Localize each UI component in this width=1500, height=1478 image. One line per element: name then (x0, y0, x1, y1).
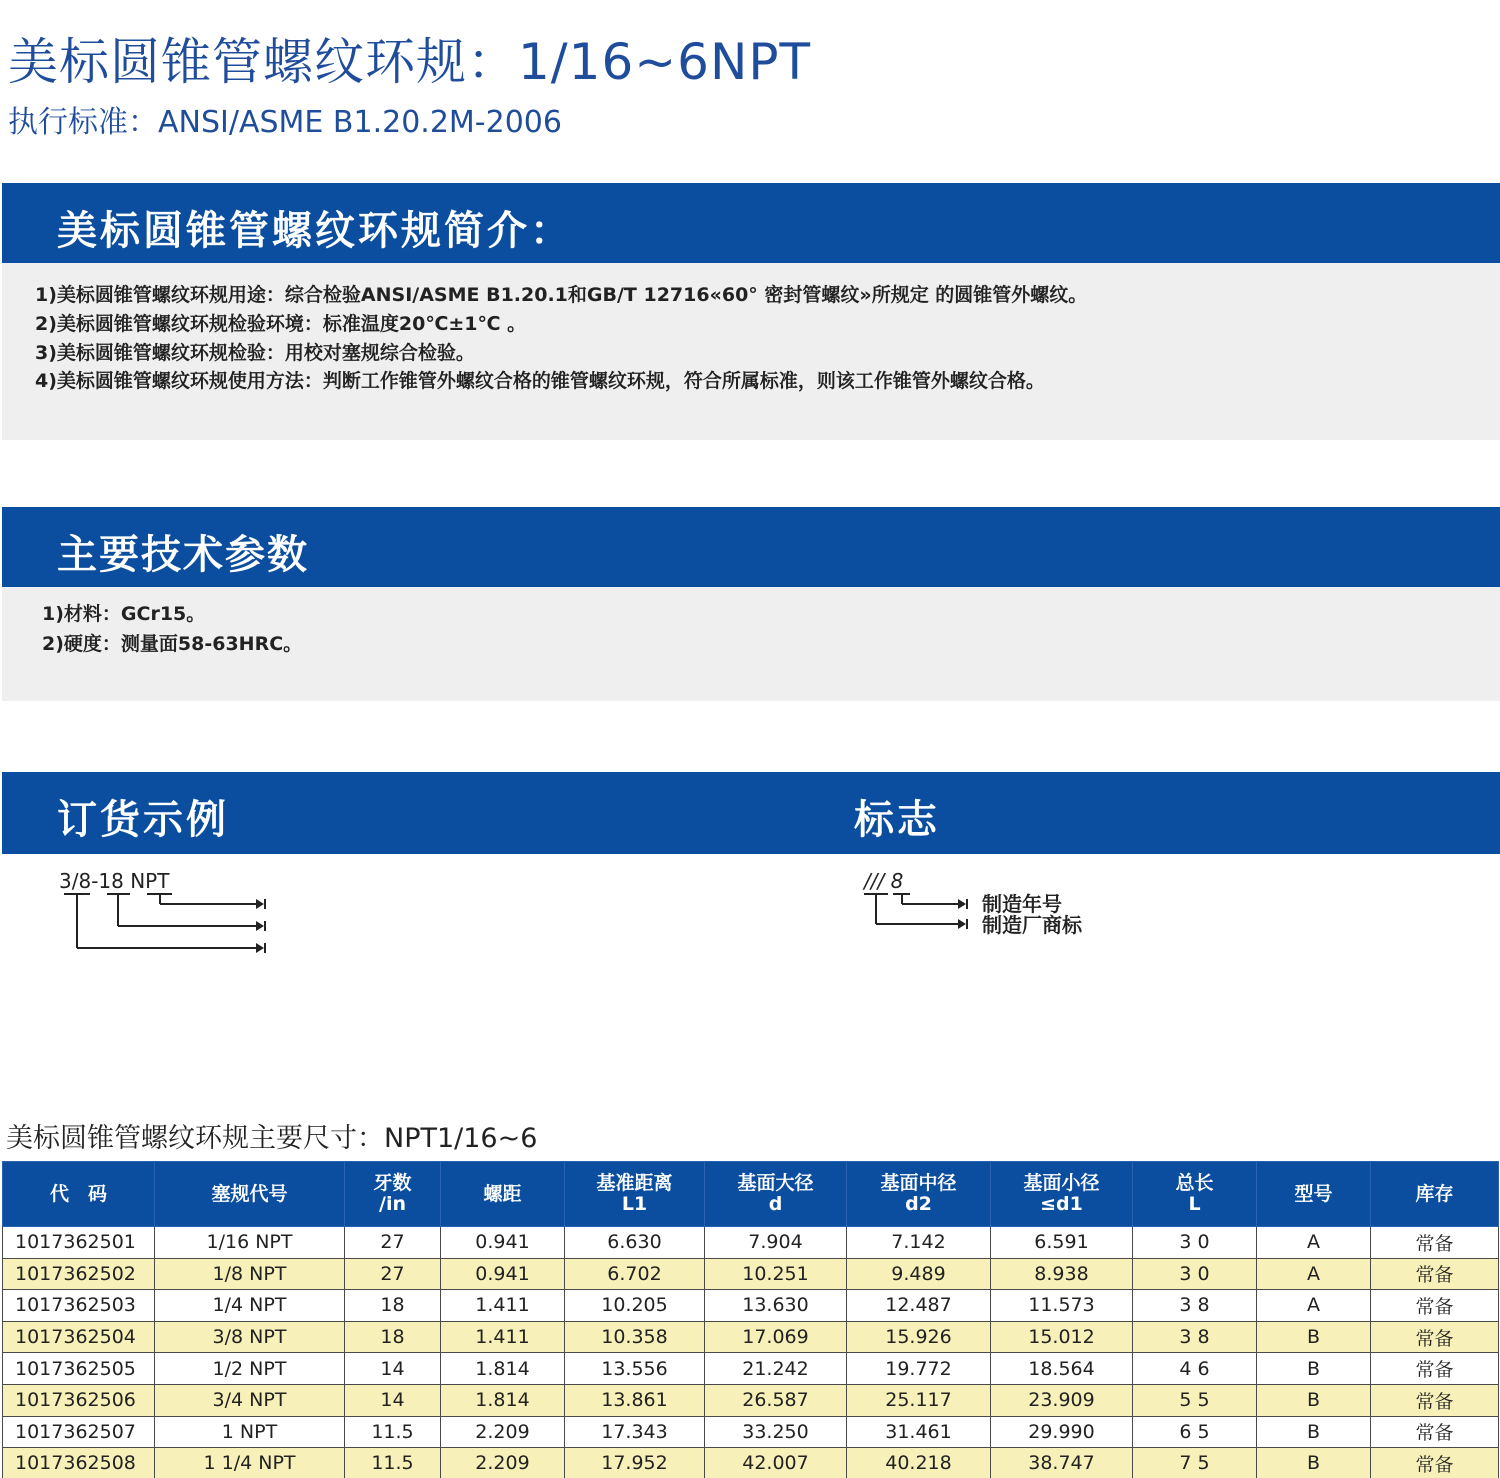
table-cell: 14 (345, 1353, 441, 1385)
column-header-text: L1 (621, 1193, 648, 1215)
table-cell: 1/2 NPT (155, 1353, 345, 1385)
column-header-text: 总长 (1175, 1172, 1214, 1194)
table-cell: 1.814 (441, 1384, 565, 1416)
table-cell: 7.142 (847, 1227, 991, 1259)
table-cell: 0.941 (441, 1258, 565, 1290)
column-header (345, 1162, 441, 1227)
intro-heading: 美标圆锥管螺纹环规简介： (57, 208, 573, 254)
table-cell: 1.411 (441, 1321, 565, 1353)
order-example-text: 3/8-18 NPT (59, 869, 170, 893)
intro-section-header (2, 183, 1500, 263)
table-cell: 18.564 (991, 1353, 1133, 1385)
params-heading: 主要技术参数 (57, 532, 309, 578)
table-cell: 27 (345, 1258, 441, 1290)
intro-line: 3)美标圆锥管螺纹环规检验：用校对塞规综合检验。 (35, 342, 475, 364)
table-cell: 1017362504 (3, 1321, 155, 1353)
table-row (3, 1448, 1499, 1478)
table-cell: 12.487 (847, 1290, 991, 1322)
column-header (1257, 1162, 1371, 1227)
table-cell: 常备 (1371, 1258, 1499, 1290)
table-cell: 1017362506 (3, 1384, 155, 1416)
table-cell: 2.209 (441, 1416, 565, 1448)
table-cell: 15.926 (847, 1321, 991, 1353)
table-cell: 11.5 (345, 1448, 441, 1478)
table-cell: 常备 (1371, 1290, 1499, 1322)
table-cell: 18 (345, 1321, 441, 1353)
column-header-text: 库存 (1415, 1182, 1454, 1205)
table-cell: 1/4 NPT (155, 1290, 345, 1322)
table-cell: 1017362505 (3, 1353, 155, 1385)
table-cell: 31.461 (847, 1416, 991, 1448)
table-cell: 6.591 (991, 1227, 1133, 1259)
column-header-text: 基准距离 (596, 1172, 673, 1194)
table-header-row (3, 1162, 1499, 1227)
table-cell: 4 6 (1133, 1353, 1257, 1385)
table-cell: B (1257, 1321, 1371, 1353)
marking-diagram (858, 866, 1118, 946)
table-cell: 1/16 NPT (155, 1227, 345, 1259)
params-panel (2, 587, 1500, 701)
column-header-text: 螺距 (483, 1182, 522, 1205)
table-cell: 10.205 (565, 1290, 705, 1322)
column-header-text: d (768, 1193, 783, 1215)
column-header-text: 代 码 (49, 1182, 107, 1205)
table-cell: 常备 (1371, 1416, 1499, 1448)
table-row (3, 1321, 1499, 1353)
table-cell: 26.587 (705, 1384, 847, 1416)
column-header-text: 牙数 (373, 1172, 412, 1194)
table-row (3, 1384, 1499, 1416)
table-cell: 27 (345, 1227, 441, 1259)
table-cell: 3 0 (1133, 1227, 1257, 1259)
table-cell: 21.242 (705, 1353, 847, 1385)
dimensions-table (2, 1161, 1499, 1478)
table-cell: 5 5 (1133, 1384, 1257, 1416)
column-header (565, 1162, 705, 1227)
table-cell: 11.5 (345, 1416, 441, 1448)
table-cell: 11.573 (991, 1290, 1133, 1322)
column-header (3, 1162, 155, 1227)
table-row (3, 1353, 1499, 1385)
column-header (847, 1162, 991, 1227)
table-cell: 1017362503 (3, 1290, 155, 1322)
table-cell: B (1257, 1416, 1371, 1448)
table-cell: B (1257, 1353, 1371, 1385)
table-cell: 1 1/4 NPT (155, 1448, 345, 1478)
table-cell: 2.209 (441, 1448, 565, 1478)
intro-line: 4)美标圆锥管螺纹环规使用方法：判断工作锥管外螺纹合格的锥管螺纹环规，符合所属标准，则该工作锥管外螺纹合格。 (35, 370, 1045, 392)
table-body (3, 1227, 1499, 1478)
column-header-text: 基面大径 (737, 1172, 814, 1194)
table-cell: 14 (345, 1384, 441, 1416)
table-cell: 19.772 (847, 1353, 991, 1385)
table-cell: 9.489 (847, 1258, 991, 1290)
table-cell: 常备 (1371, 1384, 1499, 1416)
table-cell: 10.358 (565, 1321, 705, 1353)
table-cell: A (1257, 1290, 1371, 1322)
table-cell: 1017362508 (3, 1448, 155, 1478)
table-cell: 1/8 NPT (155, 1258, 345, 1290)
table-cell: 40.218 (847, 1448, 991, 1478)
table-row (3, 1290, 1499, 1322)
table-cell: 3 0 (1133, 1258, 1257, 1290)
column-header-text: d2 (905, 1193, 932, 1215)
table-row (3, 1227, 1499, 1259)
table-cell: 25.117 (847, 1384, 991, 1416)
marking-example-text: /// 8 (864, 869, 904, 893)
table-cell: 3/4 NPT (155, 1384, 345, 1416)
marking-label-year: 制造年号 (982, 892, 1062, 916)
table-cell: 13.556 (565, 1353, 705, 1385)
table-cell: A (1257, 1258, 1371, 1290)
table-cell: 33.250 (705, 1416, 847, 1448)
table-cell: 常备 (1371, 1353, 1499, 1385)
table-cell: 常备 (1371, 1227, 1499, 1259)
table-cell: 42.007 (705, 1448, 847, 1478)
column-header-text: 塞规代号 (211, 1182, 288, 1205)
table-cell: 1.411 (441, 1290, 565, 1322)
column-header (1371, 1162, 1499, 1227)
order-marking-section-header (2, 772, 1500, 854)
column-header-text: 型号 (1294, 1182, 1333, 1205)
marking-heading: 标志 (854, 797, 940, 843)
table-cell: 6.702 (565, 1258, 705, 1290)
table-cell: 3 8 (1133, 1290, 1257, 1322)
intro-panel (2, 263, 1500, 440)
column-header (991, 1162, 1133, 1227)
table-cell: B (1257, 1448, 1371, 1478)
table-cell: 7.904 (705, 1227, 847, 1259)
marking-label-maker: 制造厂商标 (982, 913, 1082, 937)
table-cell: 1017362507 (3, 1416, 155, 1448)
standard-subtitle: 执行标准：ANSI/ASME B1.20.2M-2006 (8, 105, 562, 140)
param-line: 2)硬度：测量面58-63HRC。 (42, 633, 303, 655)
column-header-text: /in (379, 1193, 406, 1215)
table-cell: 1017362502 (3, 1258, 155, 1290)
table-cell: 10.251 (705, 1258, 847, 1290)
table-cell: 常备 (1371, 1448, 1499, 1478)
table-caption: 美标圆锥管螺纹环规主要尺寸：NPT1/16~6 (6, 1123, 538, 1154)
table-cell: 18 (345, 1290, 441, 1322)
table-cell: 3 8 (1133, 1321, 1257, 1353)
intro-line: 2)美标圆锥管螺纹环规检验环境：标准温度20℃±1℃ 。 (35, 313, 527, 335)
column-header (441, 1162, 565, 1227)
table-cell: 17.952 (565, 1448, 705, 1478)
table-cell: 17.069 (705, 1321, 847, 1353)
order-example-diagram (50, 866, 290, 966)
table-cell: 13.861 (565, 1384, 705, 1416)
page-title: 美标圆锥管螺纹环规：1/16~6NPT (8, 33, 812, 91)
intro-line: 1)美标圆锥管螺纹环规用途：综合检验ANSI/ASME B1.20.1和GB/T 12716«60° 密封管螺纹»所规定 的圆锥管外螺纹。 (35, 284, 1088, 306)
column-header-text: L (1188, 1193, 1201, 1215)
table-cell: 1 NPT (155, 1416, 345, 1448)
table-cell: 17.343 (565, 1416, 705, 1448)
table-cell: B (1257, 1384, 1371, 1416)
column-header (705, 1162, 847, 1227)
table-cell: 23.909 (991, 1384, 1133, 1416)
column-header (155, 1162, 345, 1227)
table-cell: 15.012 (991, 1321, 1133, 1353)
column-header-text: 基面中径 (880, 1172, 957, 1194)
table-cell: 8.938 (991, 1258, 1133, 1290)
table-cell: 0.941 (441, 1227, 565, 1259)
column-header-text: 基面小径 (1023, 1172, 1100, 1194)
params-section-header (2, 507, 1500, 587)
column-header (1133, 1162, 1257, 1227)
table-row (3, 1416, 1499, 1448)
table-cell: A (1257, 1227, 1371, 1259)
table-cell: 29.990 (991, 1416, 1133, 1448)
table-cell: 1.814 (441, 1353, 565, 1385)
order-heading: 订货示例 (57, 797, 229, 843)
table-cell: 38.747 (991, 1448, 1133, 1478)
table-row (3, 1258, 1499, 1290)
table-cell: 1017362501 (3, 1227, 155, 1259)
table-cell: 常备 (1371, 1321, 1499, 1353)
table-cell: 3/8 NPT (155, 1321, 345, 1353)
table-cell: 6 5 (1133, 1416, 1257, 1448)
param-line: 1)材料：GCr15。 (42, 603, 206, 625)
table-cell: 13.630 (705, 1290, 847, 1322)
table-cell: 6.630 (565, 1227, 705, 1259)
column-header-text: ≤d1 (1040, 1193, 1083, 1215)
table-cell: 7 5 (1133, 1448, 1257, 1478)
